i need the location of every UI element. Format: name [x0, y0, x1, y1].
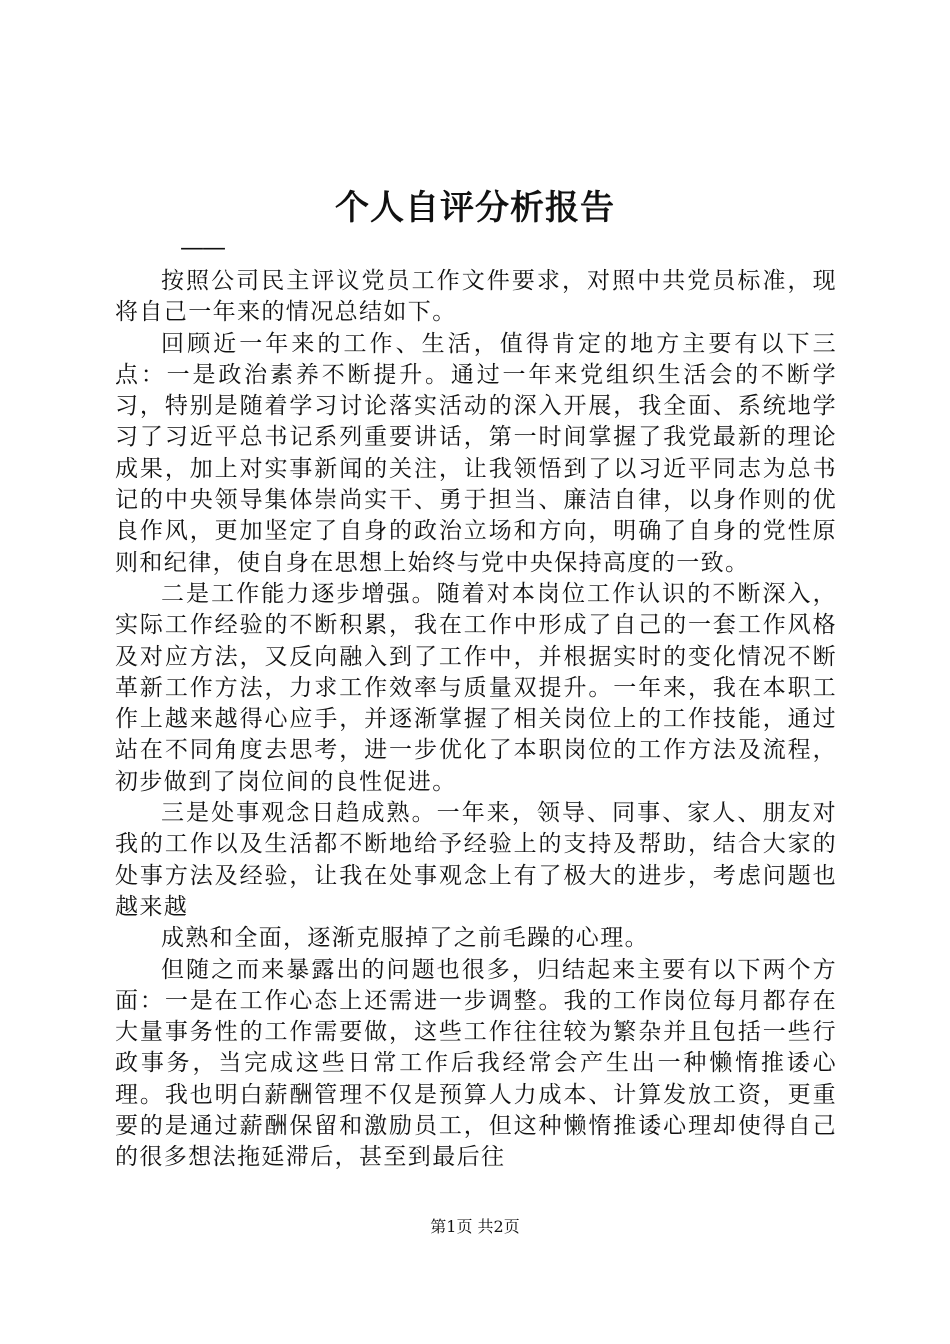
title-dash: ——	[180, 233, 224, 261]
page-number-footer: 第1页 共2页	[430, 1217, 520, 1236]
paragraph: 按照公司民主评议党员工作文件要求，对照中共党员标准，现将自己一年来的情况总结如下。	[115, 268, 837, 326]
paragraph: 二是工作能力逐步增强。随着对本岗位工作认识的不断深入，实际工作经验的不断积累，我在工作中形成了自己的一套工作风格及对应方法，又反向融入到了工作中，并根据实时的变化情况不断革新工作方法，力求工作效率与质量双提升。一年来，我在本职工作上越来越得心应手，并逐渐掌握了相关岗位上的工作技能，通过站在不同角度去思考，进一步优化了本职岗位的工作方法及流程，初步做到了岗位间的良性促进。	[115, 580, 837, 795]
paragraph: 三是处事观念日趋成熟。一年来，领导、同事、家人、朋友对我的工作以及生活都不断地给予经验上的支持及帮助，结合大家的处事方法及经验，让我在处事观念上有了极大的进步，考虑问题也越来越	[115, 800, 837, 920]
paragraph: 但随之而来暴露出的问题也很多，归结起来主要有以下两个方面：一是在工作心态上还需进一步调整。我的工作岗位每月都存在大量事务性的工作需要做，这些工作往往较为繁杂并且包括一些行政事务，当完成这些日常工作后我经常会产生出一种懒惰推诿心理。我也明白薪酬管理不仅是预算人力成本、计算发放工资，更重要的是通过薪酬保留和激励员工，但这种懒惰推诿心理却使得自己的很多想法拖延滞后，甚至到最后往	[115, 956, 837, 1171]
document-title: 个人自评分析报告	[335, 188, 615, 228]
paragraph: 成熟和全面，逐渐克服掉了之前毛躁的心理。	[161, 925, 649, 952]
document-body	[115, 266, 837, 1174]
paragraph: 回顾近一年来的工作、生活，值得肯定的地方主要有以下三点：一是政治素养不断提升。通过一年来党组织生活会的不断学习，特别是随着学习讨论落实活动的深入开展，我全面、系统地学习了习近平总书记系列重要讲话，第一时间掌握了我党最新的理论成果，加上对实事新闻的关注，让我领悟到了以习近平同志为总书记的中央领导集体崇尚实干、勇于担当、廉洁自律，以身作则的优良作风，更加坚定了自身的政治立场和方向，明确了自身的党性原则和纪律，使自身在思想上始终与党中央保持高度的一致。	[115, 330, 837, 576]
